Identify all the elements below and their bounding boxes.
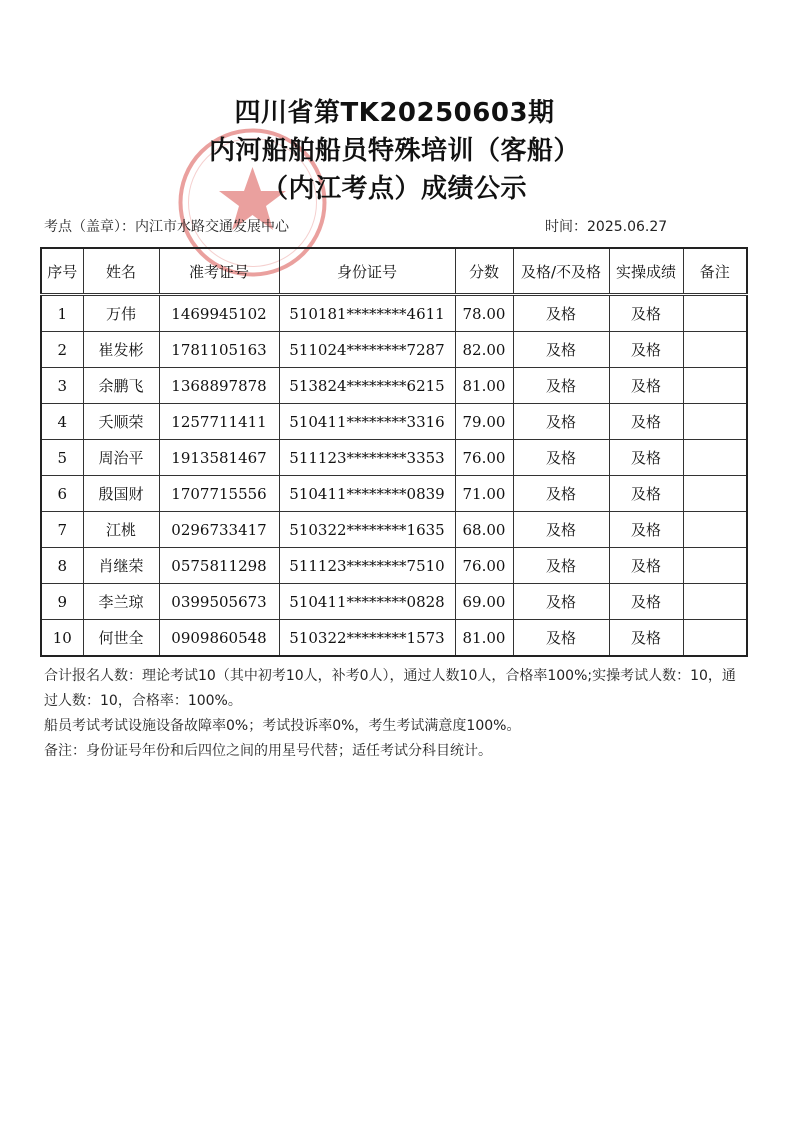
cell-practical: 及格 <box>609 404 683 440</box>
cell-no: 7 <box>41 512 83 548</box>
exam-site: 考点（盖章）：内江市水路交通发展中心 <box>44 219 289 235</box>
cell-practical: 及格 <box>609 548 683 584</box>
table-row <box>41 476 747 512</box>
cell-score: 68.00 <box>455 512 513 548</box>
cell-pass: 及格 <box>513 440 609 476</box>
cell-name: 肖继荣 <box>83 548 159 584</box>
header-practical: 实操成绩 <box>609 248 683 295</box>
cell-pass: 及格 <box>513 548 609 584</box>
cell-pass: 及格 <box>513 512 609 548</box>
cell-no: 9 <box>41 584 83 620</box>
table-row <box>41 404 747 440</box>
cell-pass: 及格 <box>513 404 609 440</box>
cell-name: 李兰琼 <box>83 584 159 620</box>
score-table <box>40 247 748 657</box>
cell-name: 江桃 <box>83 512 159 548</box>
cell-no: 2 <box>41 332 83 368</box>
cell-note <box>683 404 747 440</box>
cell-note <box>683 440 747 476</box>
exam-date: 时间：2025.06.27 <box>545 219 668 235</box>
cell-score: 81.00 <box>455 620 513 657</box>
cell-score: 69.00 <box>455 584 513 620</box>
cell-id: 510411********0828 <box>279 584 455 620</box>
table-row <box>41 440 747 476</box>
cell-note <box>683 512 747 548</box>
cell-name: 余鹏飞 <box>83 368 159 404</box>
cell-id: 510322********1635 <box>279 512 455 548</box>
cell-ticket: 1469945102 <box>159 295 279 332</box>
cell-ticket: 0399505673 <box>159 584 279 620</box>
notes-facility: 船员考试考试设施设备故障率0%；考试投诉率0%，考生考试满意度100%。 <box>44 718 521 734</box>
cell-score: 76.00 <box>455 440 513 476</box>
cell-practical: 及格 <box>609 512 683 548</box>
page-title-line1: 四川省第TK20250603期 <box>234 98 555 128</box>
cell-name: 周治平 <box>83 440 159 476</box>
cell-score: 82.00 <box>455 332 513 368</box>
cell-score: 81.00 <box>455 368 513 404</box>
cell-id: 511024********7287 <box>279 332 455 368</box>
header-ticket: 准考证号 <box>159 248 279 295</box>
cell-ticket: 1781105163 <box>159 332 279 368</box>
cell-id: 510411********0839 <box>279 476 455 512</box>
cell-practical: 及格 <box>609 332 683 368</box>
cell-ticket: 0296733417 <box>159 512 279 548</box>
cell-pass: 及格 <box>513 476 609 512</box>
page-title-line3: （内江考点）成绩公示 <box>261 174 527 204</box>
cell-note <box>683 584 747 620</box>
cell-name: 何世全 <box>83 620 159 657</box>
notes-remark: 备注：身份证号年份和后四位之间的用星号代替；适任考试分科目统计。 <box>44 743 492 759</box>
cell-pass: 及格 <box>513 368 609 404</box>
table-row <box>41 584 747 620</box>
table-row <box>41 295 747 332</box>
cell-note <box>683 620 747 657</box>
cell-practical: 及格 <box>609 584 683 620</box>
cell-practical: 及格 <box>609 295 683 332</box>
page-title-line2: 内河船舶船员特殊培训（客船） <box>208 136 580 166</box>
cell-name: 崔发彬 <box>83 332 159 368</box>
table-row <box>41 620 747 657</box>
cell-ticket: 0575811298 <box>159 548 279 584</box>
cell-id: 510411********3316 <box>279 404 455 440</box>
cell-ticket: 1257711411 <box>159 404 279 440</box>
cell-score: 79.00 <box>455 404 513 440</box>
cell-name: 殷国财 <box>83 476 159 512</box>
cell-no: 3 <box>41 368 83 404</box>
cell-note <box>683 332 747 368</box>
notes-block <box>44 664 749 764</box>
cell-note <box>683 368 747 404</box>
cell-no: 5 <box>41 440 83 476</box>
cell-id: 510322********1573 <box>279 620 455 657</box>
cell-id: 510181********4611 <box>279 295 455 332</box>
cell-score: 78.00 <box>455 295 513 332</box>
cell-id: 511123********3353 <box>279 440 455 476</box>
cell-practical: 及格 <box>609 476 683 512</box>
cell-practical: 及格 <box>609 368 683 404</box>
cell-pass: 及格 <box>513 620 609 657</box>
notes-summary: 合计报名人数：理论考试10（其中初考10人，补考0人），通过人数10人，合格率100%;实操考试人数：10，通过人数：10，合格率：100%。 <box>44 668 736 709</box>
cell-pass: 及格 <box>513 332 609 368</box>
cell-pass: 及格 <box>513 295 609 332</box>
table-header-row <box>41 248 747 295</box>
table-row <box>41 548 747 584</box>
header-no: 序号 <box>41 248 83 295</box>
cell-id: 513824********6215 <box>279 368 455 404</box>
cell-ticket: 1913581467 <box>159 440 279 476</box>
cell-ticket: 1707715556 <box>159 476 279 512</box>
cell-id: 511123********7510 <box>279 548 455 584</box>
cell-no: 10 <box>41 620 83 657</box>
table-row <box>41 512 747 548</box>
cell-ticket: 1368897878 <box>159 368 279 404</box>
cell-practical: 及格 <box>609 440 683 476</box>
cell-note <box>683 548 747 584</box>
cell-practical: 及格 <box>609 620 683 657</box>
cell-name: 夭顺荣 <box>83 404 159 440</box>
cell-no: 4 <box>41 404 83 440</box>
cell-score: 76.00 <box>455 548 513 584</box>
table-row <box>41 332 747 368</box>
cell-no: 1 <box>41 295 83 332</box>
header-id: 身份证号 <box>279 248 455 295</box>
cell-note <box>683 476 747 512</box>
table-row <box>41 368 747 404</box>
cell-note <box>683 295 747 332</box>
header-pass: 及格/不及格 <box>513 248 609 295</box>
header-name: 姓名 <box>83 248 159 295</box>
header-score: 分数 <box>455 248 513 295</box>
cell-pass: 及格 <box>513 584 609 620</box>
cell-score: 71.00 <box>455 476 513 512</box>
cell-name: 万伟 <box>83 295 159 332</box>
cell-no: 8 <box>41 548 83 584</box>
cell-no: 6 <box>41 476 83 512</box>
header-note: 备注 <box>683 248 747 295</box>
cell-ticket: 0909860548 <box>159 620 279 657</box>
